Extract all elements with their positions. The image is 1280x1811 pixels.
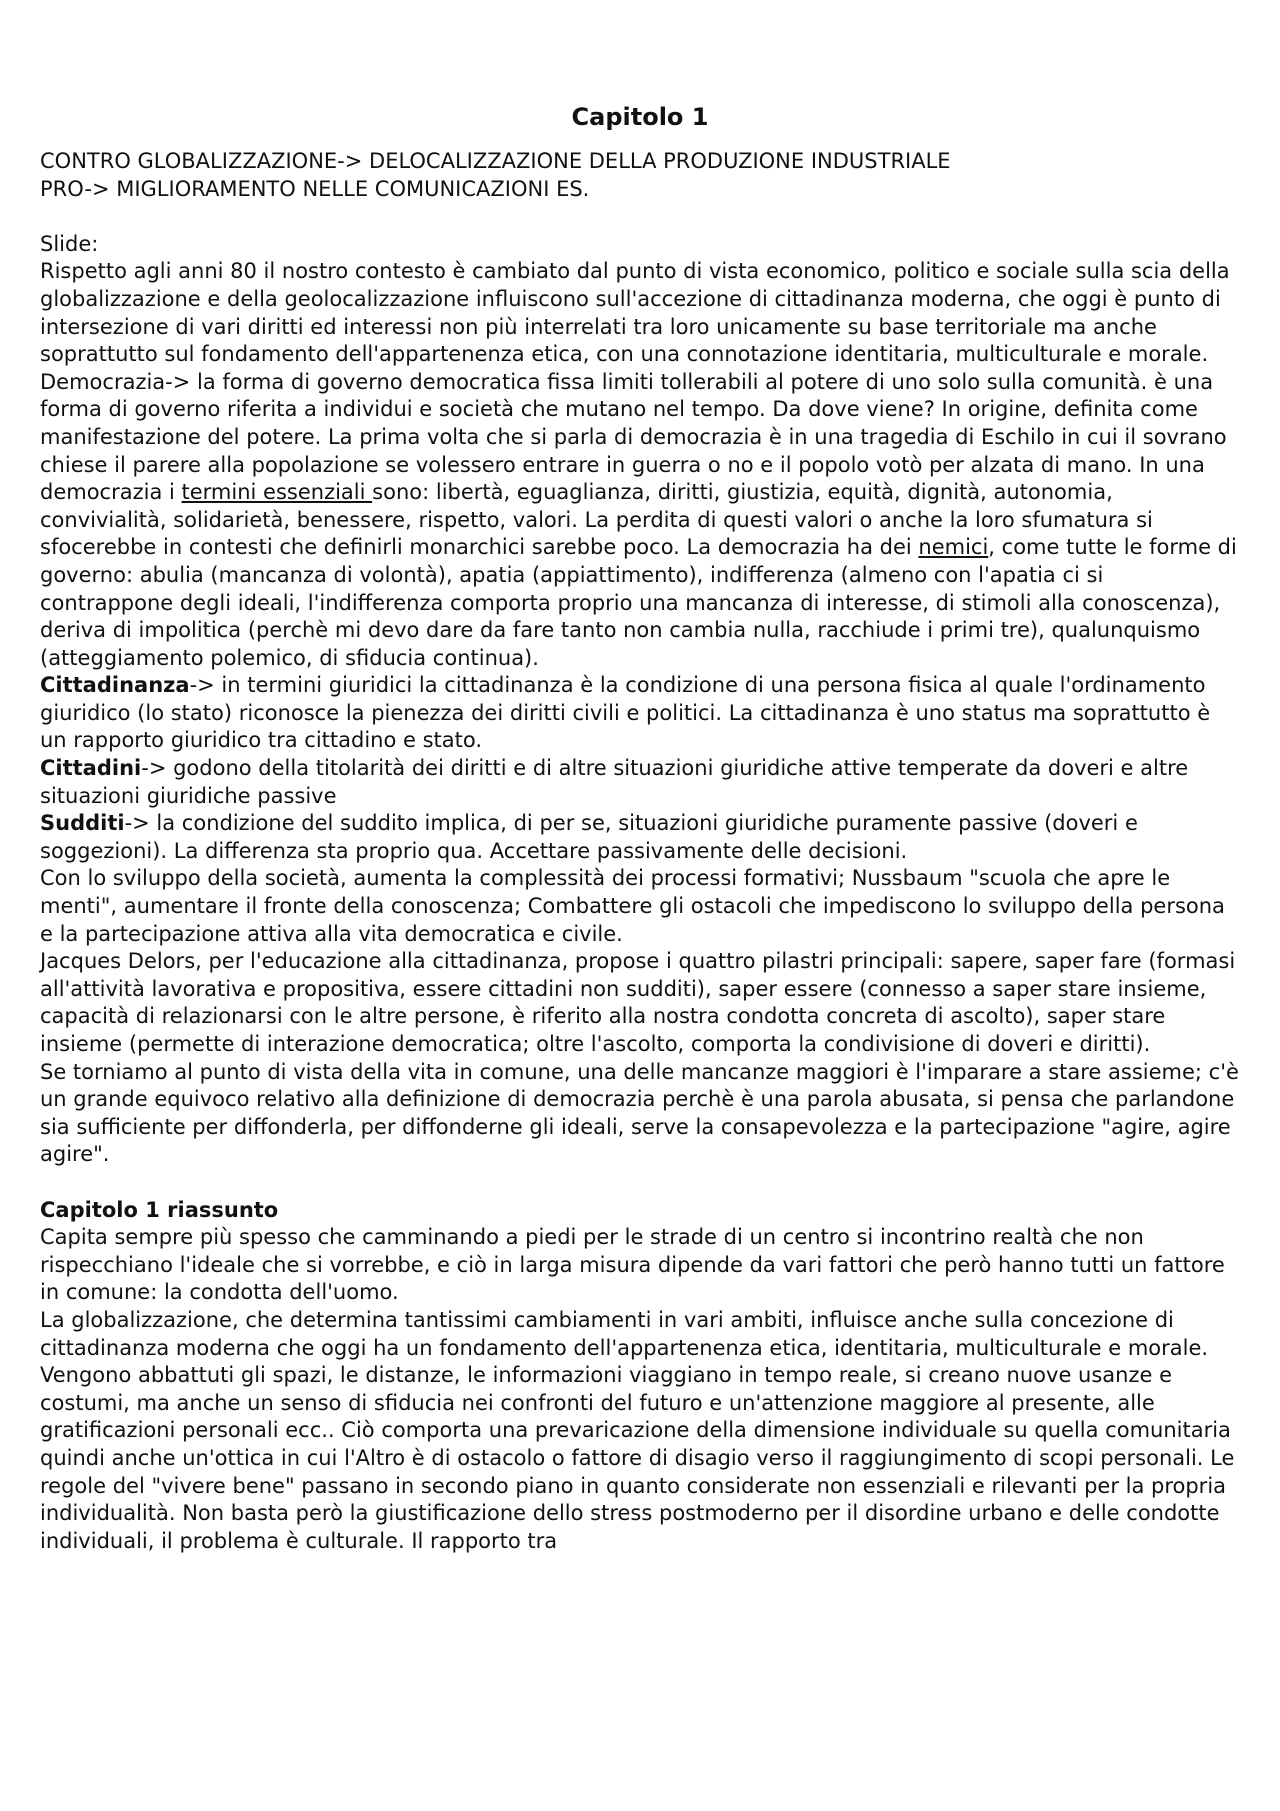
riassunto-paragraph-1: Capita sempre più spesso che camminando a piedi per le strade di un centro si incontrino realtà che non rispecchiano l'ideale che si vorrebbe, e ciò in larga misura dipende da vari fattori che però hanno tutti un fattore in comune: la condotta dell'uomo. (40, 1225, 1225, 1305)
democrazia-paragraph (40, 369, 1240, 673)
spacer (40, 1169, 1240, 1197)
spacer (40, 203, 1240, 231)
vita-comune-paragraph: Se torniamo al punto di vista della vita in comune, una delle mancanze maggiori è l'imparare a stare assieme; c'è un grande equivoco relativo alla definizione di democrazia perchè è una parola abusata, si pensa che parlandone sia sufficiente per diffonderla, per diffonderne gli ideali, serve la consapevolezza e la partecipazione "agire, agire agire". (40, 1059, 1239, 1167)
pro-line: PRO-> MIGLIORAMENTO NELLE COMUNICAZIONI ES. (40, 176, 590, 201)
cittadinanza-text: -> in termini giuridici la cittadinanza è la condizione di una persona fisica al quale l'ordinamento giuridico (lo stato) riconosce la pienezza dei diritti civili e politici. La cittadinanza è uno status ma soprattutto è un rapporto giuridico tra cittadino e stato. (40, 673, 1211, 753)
sudditi-paragraph (40, 810, 1240, 865)
sviluppo-paragraph: Con lo sviluppo della società, aumenta la complessità dei processi formativi; Nussbaum "scuola che apre le menti", aumentare il fronte della conoscenza; Combattere gli ostacoli che impediscono lo sviluppo della persona e la partecipazione attiva alla vita democratica e civile. (40, 866, 1225, 946)
democrazia-text-b: sono: libertà, eguaglianza, diritti, giustizia, equità, dignità, autonomia, convivialità, solidarietà, benessere, rispetto, valori. La perdita di questi valori o anche la loro sfumatura si sfocerebbe in contesti che definirli monarchici sarebbe poco. La democrazia ha dei (40, 480, 1153, 560)
page-title: Capitolo 1 (571, 103, 709, 131)
delors-paragraph: Jacques Delors, per l'educazione alla cittadinanza, propose i quattro pilastri principali: sapere, saper fare (formasi all'attività lavorativa e propositiva, essere cittadini non sudditi), saper essere (connesso a saper stare insieme, capacità di relazionarsi con le altre persone, è riferito alla nostra condotta concreta di ascolto), saper stare insieme (permette di interazione democratica; oltre l'ascolto, comporta la condivisione di doveri e diritti). (40, 949, 1236, 1056)
cittadini-term: Cittadini (40, 756, 142, 781)
democrazia-text-c: , come tutte le forme di governo: abulia (mancanza di volontà), apatia (appiattimento), indifferenza (almeno con l'apatia ci si contrappone degli ideali, l'indifferenza comporta proprio una mancanza di interesse, di stimoli alla conoscenza), deriva di impolitica (perchè mi devo dare da fare tanto non cambia nulla, racchiude i primi tre), qualunquismo (atteggiamento polemico, di sfiducia continua). (40, 535, 1237, 670)
democrazia-text-a: Democrazia-> la forma di governo democratica fissa limiti tollerabili al potere di uno solo sulla comunità. è una forma di governo riferita a individui e società che mutano nel tempo. Da dove viene? In origine, definita come manifestazione del potere. La prima volta che si parla di democrazia è in una tragedia di Eschilo in cui il sovrano chiese il parere alla popolazione se volessero entrare in guerra o no e il popolo votò per alzata di mano. In una democrazia i (40, 369, 1227, 505)
riassunto-paragraph-2: La globalizzazione, che determina tantissimi cambiamenti in vari ambiti, influisce anche sulla concezione di cittadinanza moderna che oggi ha un fondamento dell'appartenenza etica, identitaria, multiculturale e morale. Vengono abbattuti gli spazi, le distanze, le informazioni viaggiano in tempo reale, si creano nuove usanze e costumi, ma anche un senso di sfiducia nei confronti del futuro e un'attenzione maggiore al presente, alle gratificazioni personali ecc.. Ciò comporta una prevaricazione della dimensione individuale su quella comunitaria quindi anche un'ottica in cui l'Altro è di ostacolo o fattore di disagio verso il raggiungimento di scopi personali. Le regole del "vivere bene" passano in secondo piano in quanto considerate non essenziali e rilevanti per la propria individualità. Non basta però la giustificazione dello stress postmoderno per il disordine urbano e delle condotte individuali, il problema è culturale. Il rapporto tra (40, 1307, 1235, 1553)
slide-label: Slide: (40, 231, 99, 256)
cittadinanza-paragraph (40, 672, 1240, 755)
riassunto-heading: Capitolo 1 riassunto (40, 1197, 279, 1222)
cittadini-text: -> godono della titolarità dei diritti e di altre situazioni giuridiche attive temperate da doveri e altre situazioni giuridiche passive (40, 756, 1189, 808)
document-page (40, 100, 1240, 1555)
cittadinanza-term: Cittadinanza (40, 673, 190, 698)
slide-intro-paragraph: Rispetto agli anni 80 il nostro contesto è cambiato dal punto di vista economico, politico e sociale sulla scia della globalizzazione e della geolocalizzazione influiscono sull'accezione di cittadinanza moderna, che oggi è punto di intersezione di vari diritti ed interessi non più interrelati tra loro unicamente su base territoriale ma anche soprattutto sul fondamento dell'appartenenza etica, con una connotazione identitaria, multiculturale e morale. (40, 259, 1230, 367)
sudditi-text: -> la condizione del suddito implica, di per se, situazioni giuridiche puramente passive (doveri e soggezioni). La differenza sta proprio qua. Accettare passivamente delle decisioni. (40, 811, 1138, 863)
contro-line: CONTRO GLOBALIZZAZIONE-> DELOCALIZZAZIONE DELLA PRODUZIONE INDUSTRIALE (40, 149, 951, 173)
nemici-underlined: nemici (918, 535, 989, 560)
cittadini-paragraph (40, 755, 1240, 810)
termini-essenziali-underlined: termini essenziali (181, 480, 373, 505)
sudditi-term: Sudditi (40, 811, 125, 836)
